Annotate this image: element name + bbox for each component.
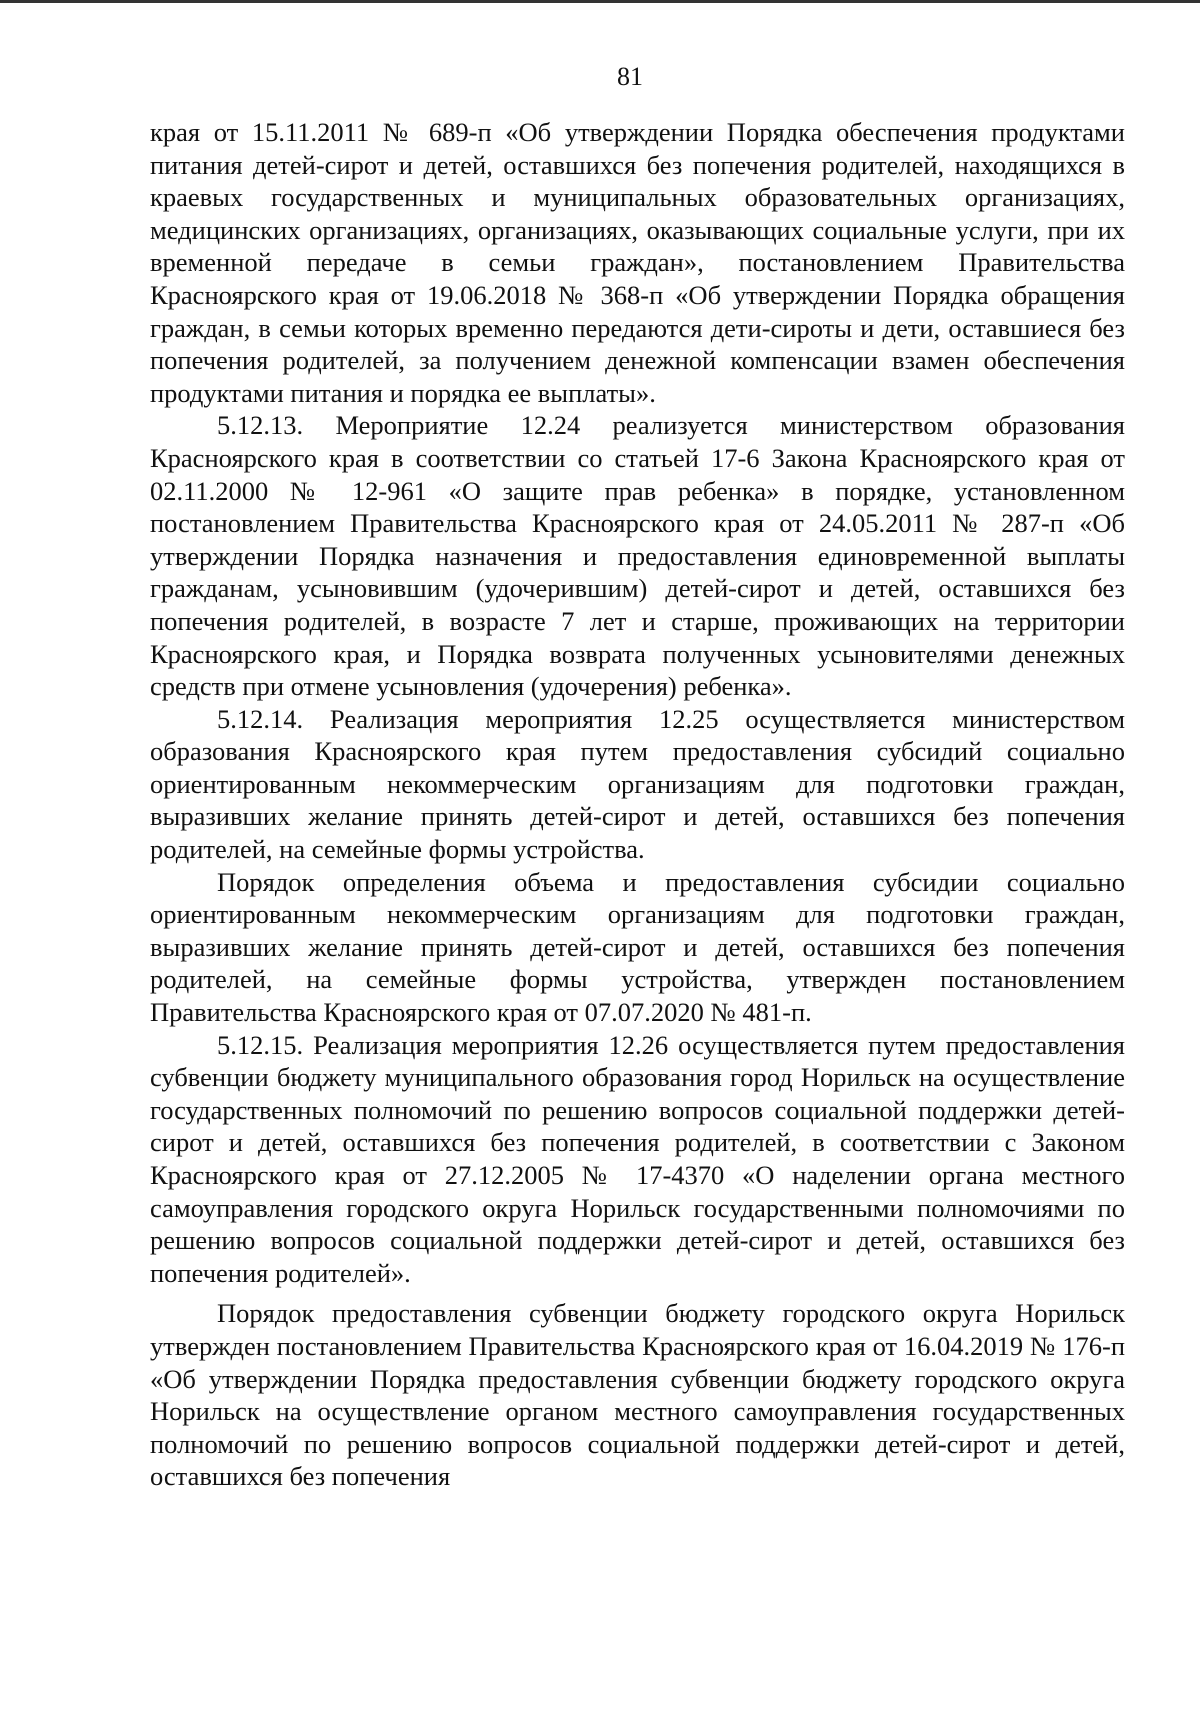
paragraph-5-12-14: 5.12.14. Реализация мероприятия 12.25 осуществляется министерством образования Красноярского края путем предоставления субсидий социально ориентированным некоммерческим организациям для подготовки граждан, выразивших желание принять детей-сирот и детей, оставшихся без попечения родителей, на семейные формы устройства. <box>150 703 1125 865</box>
document-body <box>150 116 1125 1493</box>
paragraph-subvention-order: Порядок предоставления субвенции бюджету городского округа Норильск утвержден постановлением Правительства Красноярского края от 16.04.2019 № 176-п «Об утверждении Порядка предоставления субвенции бюджету городского округа Норильск на осуществление органом местного самоуправления государственных полномочий по решению вопросов социальной поддержки детей-сирот и детей, оставшихся без попечения <box>150 1298 1125 1492</box>
paragraph-subsidy-order: Порядок определения объема и предоставления субсидии социально ориентированным некоммерческим организациям для подготовки граждан, выразивших желание принять детей-сирот и детей, оставшихся без попечения родителей, на семейные формы устройства, утвержден постановлением Правительства Красноярского края от 07.07.2020 № 481-п. <box>150 866 1125 1028</box>
page-number: 81 <box>617 62 643 91</box>
paragraph-5-12-15: 5.12.15. Реализация мероприятия 12.26 осуществляется путем предоставления субвенции бюджету муниципального образования город Норильск на осуществление государственных полномочий по решению вопросов социальной поддержки детей-сирот и детей, оставшихся без попечения родителей, в соответствии с Законом Красноярского края от 27.12.2005 № 17-4370 «О наделении органа местного самоуправления городского округа Норильск государственными полномочиями по решению вопросов социальной поддержки детей-сирот и детей, оставшихся без попечения родителей». <box>150 1029 1125 1288</box>
paragraph-5-12-13: 5.12.13. Мероприятие 12.24 реализуется министерством образования Красноярского края в соответствии со статьей 17-6 Закона Красноярского края от 02.11.2000 № 12-961 «О защите прав ребенка» в порядке, установленном постановлением Правительства Красноярского края от 24.05.2011 № 287-п «Об утверждении Порядка назначения и предоставления единовременной выплаты гражданам, усыновившим (удочерившим) детей-сирот и детей, оставшихся без попечения родителей, в возрасте 7 лет и старше, проживающих на территории Красноярского края, и Порядка возврата полученных усыновителями денежных средств при отмене усыновления (удочерения) ребенка». <box>150 410 1125 702</box>
scan-top-border <box>0 0 1200 3</box>
paragraph-continued: края от 15.11.2011 № 689-п «Об утверждении Порядка обеспечения продуктами питания детей-сирот и детей, оставшихся без попечения родителей, находящихся в краевых государственных и муниципальных образовательных организациях, медицинских организациях, организациях, оказывающих социальные услуги, при их временной передаче в семьи граждан», постановлением Правительства Красноярского края от 19.06.2018 № 368-п «Об утверждении Порядка обращения граждан, в семьи которых временно передаются дети-сироты и дети, оставшиеся без попечения родителей, за получением денежной компенсации взамен обеспечения продуктами питания и порядка ее выплаты». <box>150 117 1125 408</box>
